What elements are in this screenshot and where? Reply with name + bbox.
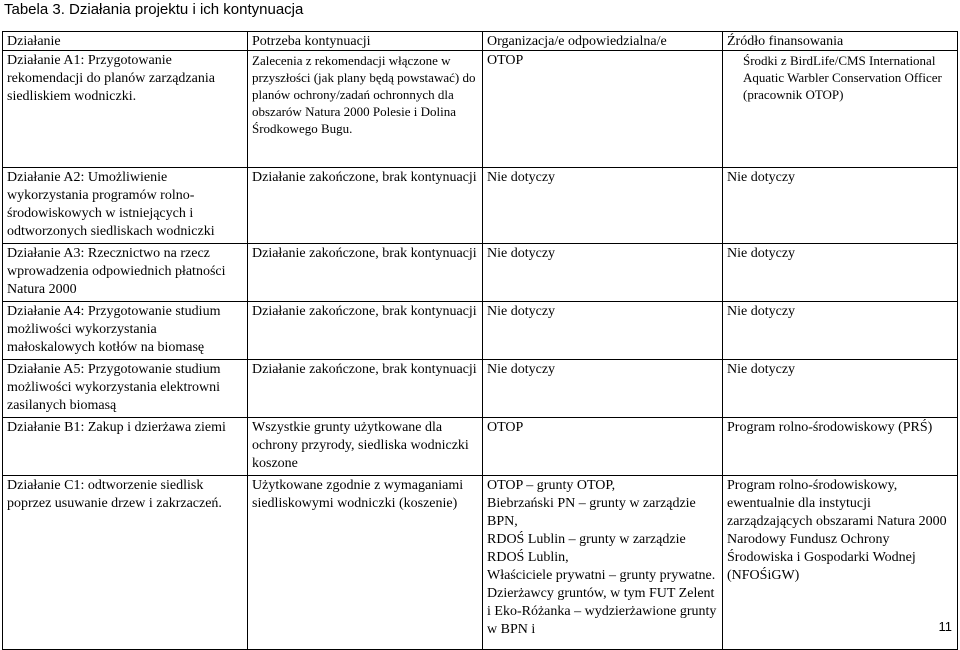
organizacja-line: Nie dotyczy — [487, 246, 556, 261]
organizacja-line: OTOP — [487, 53, 524, 68]
page-number: 11 — [938, 619, 952, 634]
cell-organizacja — [483, 418, 723, 476]
table-row — [3, 418, 958, 476]
cell-zrodlo: Nie dotyczy — [723, 302, 958, 360]
cell-potrzeba: Wszystkie grunty użytkowane dla ochrony przyrody, siedliska wodniczki koszone — [248, 418, 483, 476]
table-header-row — [3, 32, 958, 51]
table-row — [3, 476, 958, 650]
cell-potrzeba: Działanie zakończone, brak kontynuacji — [248, 244, 483, 302]
cell-dzialanie: Działanie A3: Rzecznictwo na rzecz wprowadzenia odpowiednich płatności Natura 2000 — [3, 244, 248, 302]
cell-dzialanie: Działanie C1: odtworzenie siedlisk poprzez usuwanie drzew i zakrzaczeń. — [3, 476, 248, 650]
cell-dzialanie: Działanie B1: Zakup i dzierżawa ziemi — [3, 418, 248, 476]
table-caption: Tabela 3. Działania projektu i ich kontynuacja — [4, 1, 304, 18]
cell-organizacja — [483, 244, 723, 302]
cell-organizacja — [483, 51, 723, 168]
cell-zrodlo: Nie dotyczy — [723, 168, 958, 244]
cell-zrodlo: Program rolno-środowiskowy, ewentualnie dla instytucji zarządzających obszarami Natura 2000 Narodowy Fundusz Ochrony Środowiska i Gospodarki Wodnej (NFOŚiGW) — [723, 476, 958, 650]
header-dzialanie: Działanie — [3, 32, 248, 51]
cell-zrodlo: Środki z BirdLife/CMS International Aquatic Warbler Conservation Officer (pracownik OTOP) — [723, 51, 958, 168]
organizacja-line: Nie dotyczy — [487, 304, 556, 319]
table-row — [3, 168, 958, 244]
cell-dzialanie: Działanie A4: Przygotowanie studium możliwości wykorzystania małoskalowych kotłów na biomasę — [3, 302, 248, 360]
cell-dzialanie: Działanie A5: Przygotowanie studium możliwości wykorzystania elektrowni zasilanych biomasą — [3, 360, 248, 418]
cell-potrzeba: Działanie zakończone, brak kontynuacji — [248, 168, 483, 244]
table-row — [3, 51, 958, 168]
cell-dzialanie: Działanie A2: Umożliwienie wykorzystania programów rolno-środowiskowych w istniejących i odtworzonych siedliskach wodniczki — [3, 168, 248, 244]
organizacja-line: Biebrzański PN – grunty w zarządzie BPN, — [487, 496, 696, 529]
cell-organizacja — [483, 360, 723, 418]
table-row — [3, 360, 958, 418]
header-zrodlo: Źródło finansowania — [723, 32, 958, 51]
cell-zrodlo: Nie dotyczy — [723, 360, 958, 418]
cell-dzialanie: Działanie A1: Przygotowanie rekomendacji do planów zarządzania siedliskiem wodniczki. — [3, 51, 248, 168]
cell-organizacja — [483, 476, 723, 650]
cell-organizacja — [483, 168, 723, 244]
cell-potrzeba: Zalecenia z rekomendacji włączone w przyszłości (jak plany będą powstawać) do planów ochrony/zadań ochronnych dla obszarów Natura 2000 Polesie i Dolina Środkowego Bugu. — [248, 51, 483, 168]
cell-potrzeba: Działanie zakończone, brak kontynuacji — [248, 360, 483, 418]
table-row — [3, 244, 958, 302]
cell-zrodlo: Program rolno-środowiskowy (PRŚ) — [723, 418, 958, 476]
organizacja-line: OTOP – grunty OTOP, — [487, 478, 616, 493]
header-potrzeba: Potrzeba kontynuacji — [248, 32, 483, 51]
table-row — [3, 302, 958, 360]
header-organizacja: Organizacja/e odpowiedzialna/e — [483, 32, 723, 51]
organizacja-line: Dzierżawcy gruntów, w tym FUT Zelent i Eko-Różanka – wydzierżawione grunty w BPN i — [487, 586, 717, 637]
organizacja-line: RDOŚ Lublin – grunty w zarządzie RDOŚ Lublin, — [487, 532, 686, 565]
organizacja-line: OTOP — [487, 420, 524, 435]
projects-table — [2, 31, 958, 650]
organizacja-line: Nie dotyczy — [487, 170, 556, 185]
organizacja-line: Nie dotyczy — [487, 362, 556, 377]
cell-zrodlo: Nie dotyczy — [723, 244, 958, 302]
cell-potrzeba: Działanie zakończone, brak kontynuacji — [248, 302, 483, 360]
organizacja-line: Właściciele prywatni – grunty prywatne. — [487, 568, 716, 583]
cell-potrzeba: Użytkowane zgodnie z wymaganiami siedliskowymi wodniczki (koszenie) — [248, 476, 483, 650]
cell-organizacja — [483, 302, 723, 360]
